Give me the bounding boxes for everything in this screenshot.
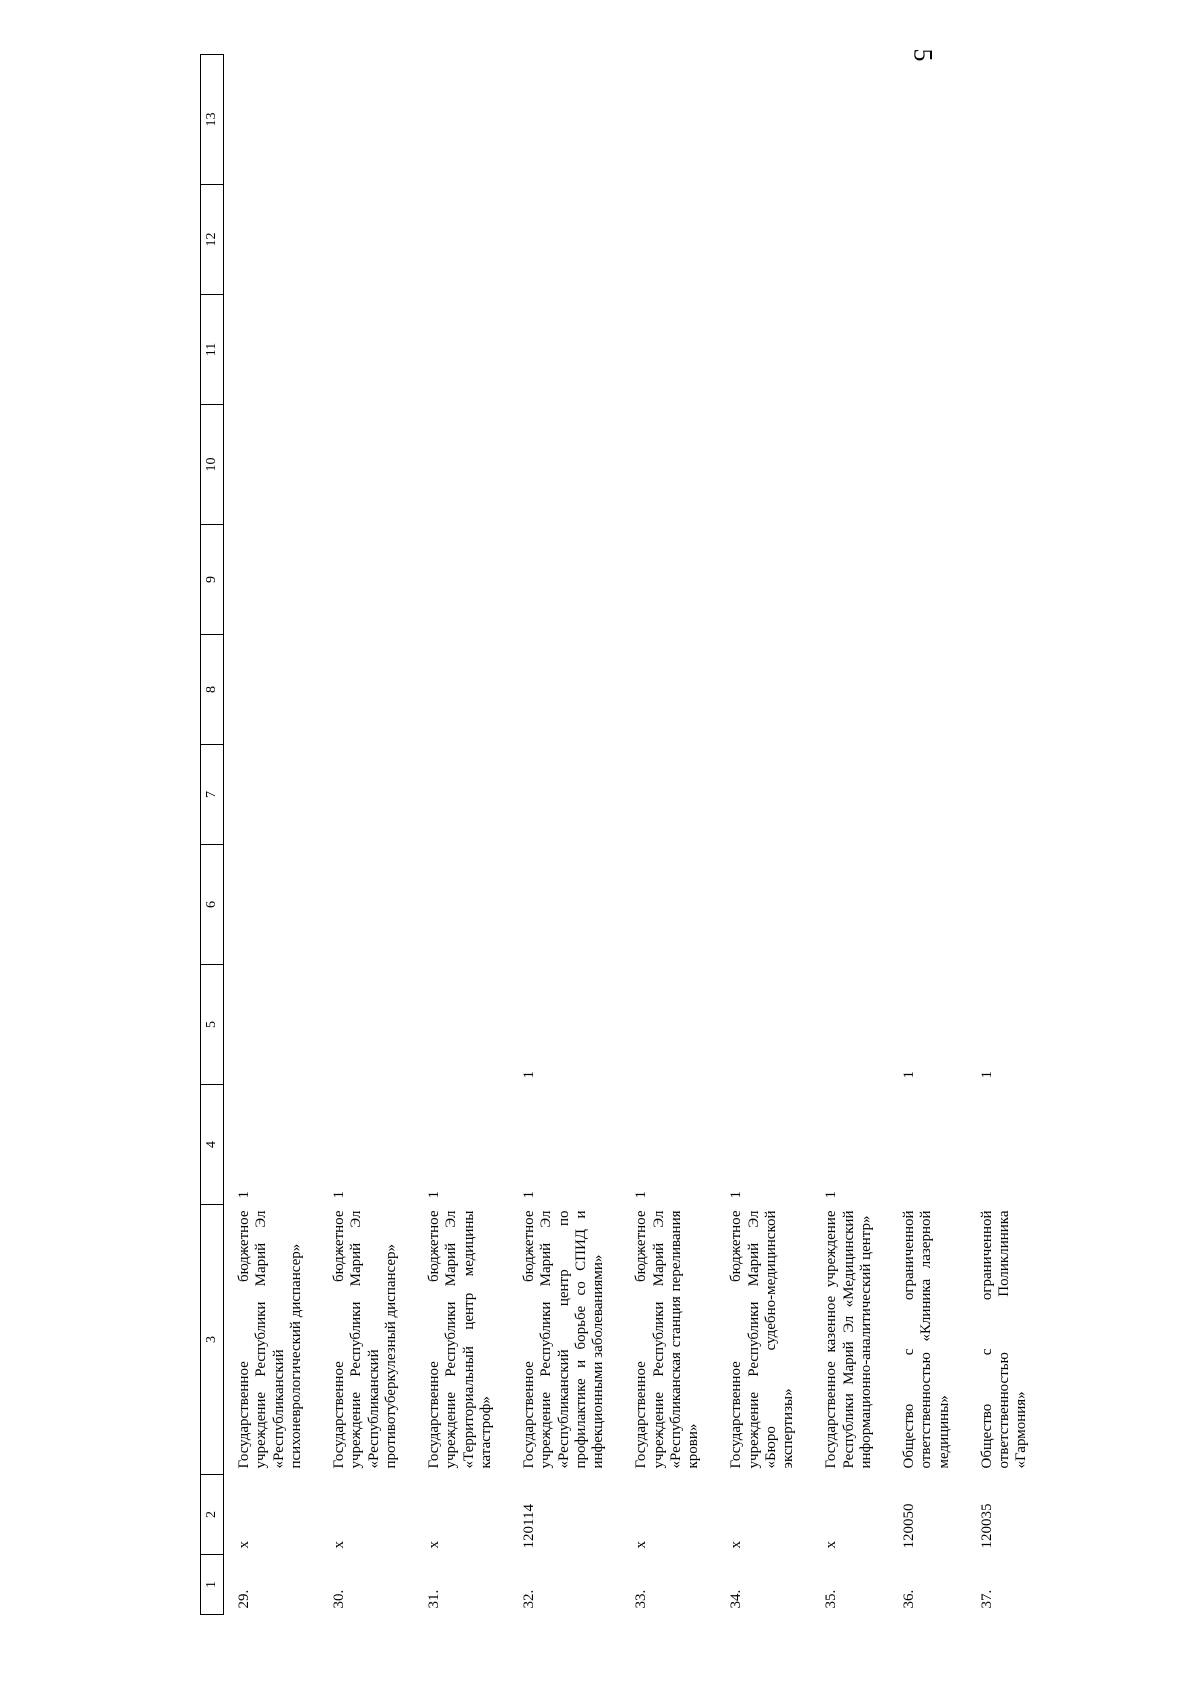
table-header-row — [201, 55, 224, 1615]
column-header-7: 7 — [201, 745, 224, 845]
column-7-value — [621, 745, 716, 845]
column-8-value — [509, 635, 621, 745]
column-5-value: 1 — [978, 1071, 995, 1079]
column-9-value — [889, 525, 967, 635]
organization-name: Государственное бюджетное учреждение Республики Марий Эл «Территориальный центр медицины катастроф» — [426, 1210, 494, 1469]
row-number: 31. — [426, 1589, 442, 1609]
column-6-value — [621, 845, 716, 965]
table-row — [509, 55, 621, 1615]
table-row — [889, 55, 967, 1615]
column-12-value — [967, 185, 1045, 295]
column-13-value — [967, 55, 1045, 185]
column-11-value — [414, 295, 509, 405]
row-code: x — [236, 1541, 252, 1549]
column-10-value — [509, 405, 621, 525]
column-5-value: 1 — [901, 1071, 917, 1079]
column-13-value — [811, 55, 889, 185]
row-number: 35. — [823, 1589, 840, 1609]
column-5-value — [621, 965, 716, 1085]
column-9-value — [967, 525, 1045, 635]
column-header-12: 12 — [201, 185, 224, 295]
column-11-value — [224, 295, 320, 405]
table-row — [621, 55, 716, 1615]
column-4-value: 1 — [633, 1191, 650, 1199]
row-number: 30. — [331, 1589, 347, 1609]
column-9-value — [509, 525, 621, 635]
column-10-value — [224, 405, 320, 525]
column-5-value — [319, 965, 414, 1085]
column-9-value — [621, 525, 716, 635]
organization-name: Государственное бюджетное учреждение Республики Марий Эл «Республиканский центр по профилактике и борьбе со СПИД и инфекционными заболеваниями» — [521, 1210, 606, 1469]
column-13-value — [509, 55, 621, 185]
column-5-value: 1 — [521, 1071, 537, 1079]
column-6-value — [811, 845, 889, 965]
column-11-value — [967, 295, 1045, 405]
column-10-value — [811, 405, 889, 525]
column-7-value — [967, 745, 1045, 845]
column-4-value: 1 — [521, 1191, 537, 1199]
page-number: 5 — [908, 48, 938, 62]
row-code: x — [331, 1541, 347, 1549]
column-7-value — [319, 745, 414, 845]
column-header-13: 13 — [201, 55, 224, 185]
column-11-value — [811, 295, 889, 405]
column-6-value — [967, 845, 1045, 965]
column-4-value: 1 — [236, 1191, 252, 1199]
column-5-value — [811, 965, 889, 1085]
column-6-value — [224, 845, 320, 965]
row-code: x — [823, 1541, 840, 1549]
column-header-5: 5 — [201, 965, 224, 1085]
column-13-value — [224, 55, 320, 185]
column-12-value — [621, 185, 716, 295]
column-10-value — [621, 405, 716, 525]
column-10-value — [319, 405, 414, 525]
column-8-value — [414, 635, 509, 745]
table-row — [414, 55, 509, 1615]
column-10-value — [967, 405, 1045, 525]
column-9-value — [716, 525, 811, 635]
row-code: 120114 — [521, 1504, 537, 1549]
row-number: 29. — [236, 1589, 252, 1609]
column-header-11: 11 — [201, 295, 224, 405]
column-8-value — [967, 635, 1045, 745]
column-13-value — [319, 55, 414, 185]
column-header-9: 9 — [201, 525, 224, 635]
column-10-value — [889, 405, 967, 525]
organization-name: Общество с ограниченной ответственностью Поликлиника «Гармония» — [978, 1210, 1030, 1469]
column-7-value — [509, 745, 621, 845]
column-7-value — [414, 745, 509, 845]
row-code: x — [633, 1541, 650, 1549]
column-header-1: 1 — [201, 1555, 224, 1615]
column-11-value — [889, 295, 967, 405]
column-7-value — [889, 745, 967, 845]
column-12-value — [509, 185, 621, 295]
column-4-value: 1 — [728, 1191, 745, 1199]
column-header-10: 10 — [201, 405, 224, 525]
column-8-value — [621, 635, 716, 745]
column-7-value — [716, 745, 811, 845]
column-7-value — [224, 745, 320, 845]
column-6-value — [319, 845, 414, 965]
column-header-2: 2 — [201, 1475, 224, 1555]
column-13-value — [889, 55, 967, 185]
table-row — [319, 55, 414, 1615]
column-6-value — [716, 845, 811, 965]
organization-name: Государственное казенное учреждение Республики Марий Эл «Медицинский информационно-аналитический центр» — [823, 1210, 874, 1469]
column-12-value — [811, 185, 889, 295]
column-8-value — [716, 635, 811, 745]
column-8-value — [811, 635, 889, 745]
rotated-table-frame — [200, 55, 1030, 1615]
organization-name: Государственное бюджетное учреждение Республики Марий Эл «Республиканский психоневрологический диспансер» — [236, 1210, 304, 1469]
row-code: 120050 — [901, 1503, 917, 1549]
table-body — [224, 55, 1045, 1615]
column-header-8: 8 — [201, 635, 224, 745]
column-5-value — [224, 965, 320, 1085]
row-number: 32. — [521, 1589, 537, 1609]
column-13-value — [621, 55, 716, 185]
column-7-value — [811, 745, 889, 845]
column-9-value — [224, 525, 320, 635]
column-header-6: 6 — [201, 845, 224, 965]
column-12-value — [889, 185, 967, 295]
column-4-value: 1 — [823, 1191, 840, 1199]
column-4-value: 1 — [426, 1191, 442, 1199]
column-12-value — [319, 185, 414, 295]
column-8-value — [224, 635, 320, 745]
column-4-value: 1 — [331, 1191, 347, 1199]
column-header-4: 4 — [201, 1085, 224, 1205]
column-5-value — [716, 965, 811, 1085]
row-code: 120035 — [978, 1503, 995, 1549]
column-11-value — [509, 295, 621, 405]
column-9-value — [319, 525, 414, 635]
column-6-value — [889, 845, 967, 965]
table-row — [716, 55, 811, 1615]
row-number: 37. — [978, 1589, 995, 1609]
column-4-value — [967, 1085, 1045, 1205]
organization-name: Государственное бюджетное учреждение Республики Марий Эл «Бюро судебно-медицинской экспертизы» — [728, 1210, 796, 1469]
column-9-value — [414, 525, 509, 635]
rotated-table-wrapper — [200, 55, 1030, 1615]
column-header-3: 3 — [201, 1205, 224, 1475]
row-code: x — [426, 1541, 442, 1549]
row-number: 34. — [728, 1589, 745, 1609]
column-12-value — [716, 185, 811, 295]
column-4-value — [889, 1085, 967, 1205]
column-11-value — [319, 295, 414, 405]
column-9-value — [811, 525, 889, 635]
column-11-value — [716, 295, 811, 405]
column-13-value — [414, 55, 509, 185]
row-code: x — [728, 1541, 745, 1549]
column-5-value — [414, 965, 509, 1085]
column-6-value — [509, 845, 621, 965]
column-11-value — [621, 295, 716, 405]
table-row — [224, 55, 320, 1615]
organization-name: Государственное бюджетное учреждение Республики Марий Эл «Республиканская станция переливания крови» — [633, 1210, 701, 1469]
column-10-value — [414, 405, 509, 525]
column-12-value — [414, 185, 509, 295]
row-number: 33. — [633, 1589, 650, 1609]
column-8-value — [319, 635, 414, 745]
column-12-value — [224, 185, 320, 295]
table-row — [811, 55, 889, 1615]
row-number: 36. — [901, 1589, 917, 1609]
column-13-value — [716, 55, 811, 185]
table-row — [967, 55, 1045, 1615]
organization-name: Общество с ограниченной ответственностью «Клиника лазерной медицины» — [901, 1210, 952, 1469]
column-6-value — [414, 845, 509, 965]
data-table — [200, 54, 1045, 1615]
column-8-value — [889, 635, 967, 745]
column-10-value — [716, 405, 811, 525]
organization-name: Государственное бюджетное учреждение Республики Марий Эл «Республиканский противотуберкулезный диспансер» — [331, 1210, 399, 1469]
